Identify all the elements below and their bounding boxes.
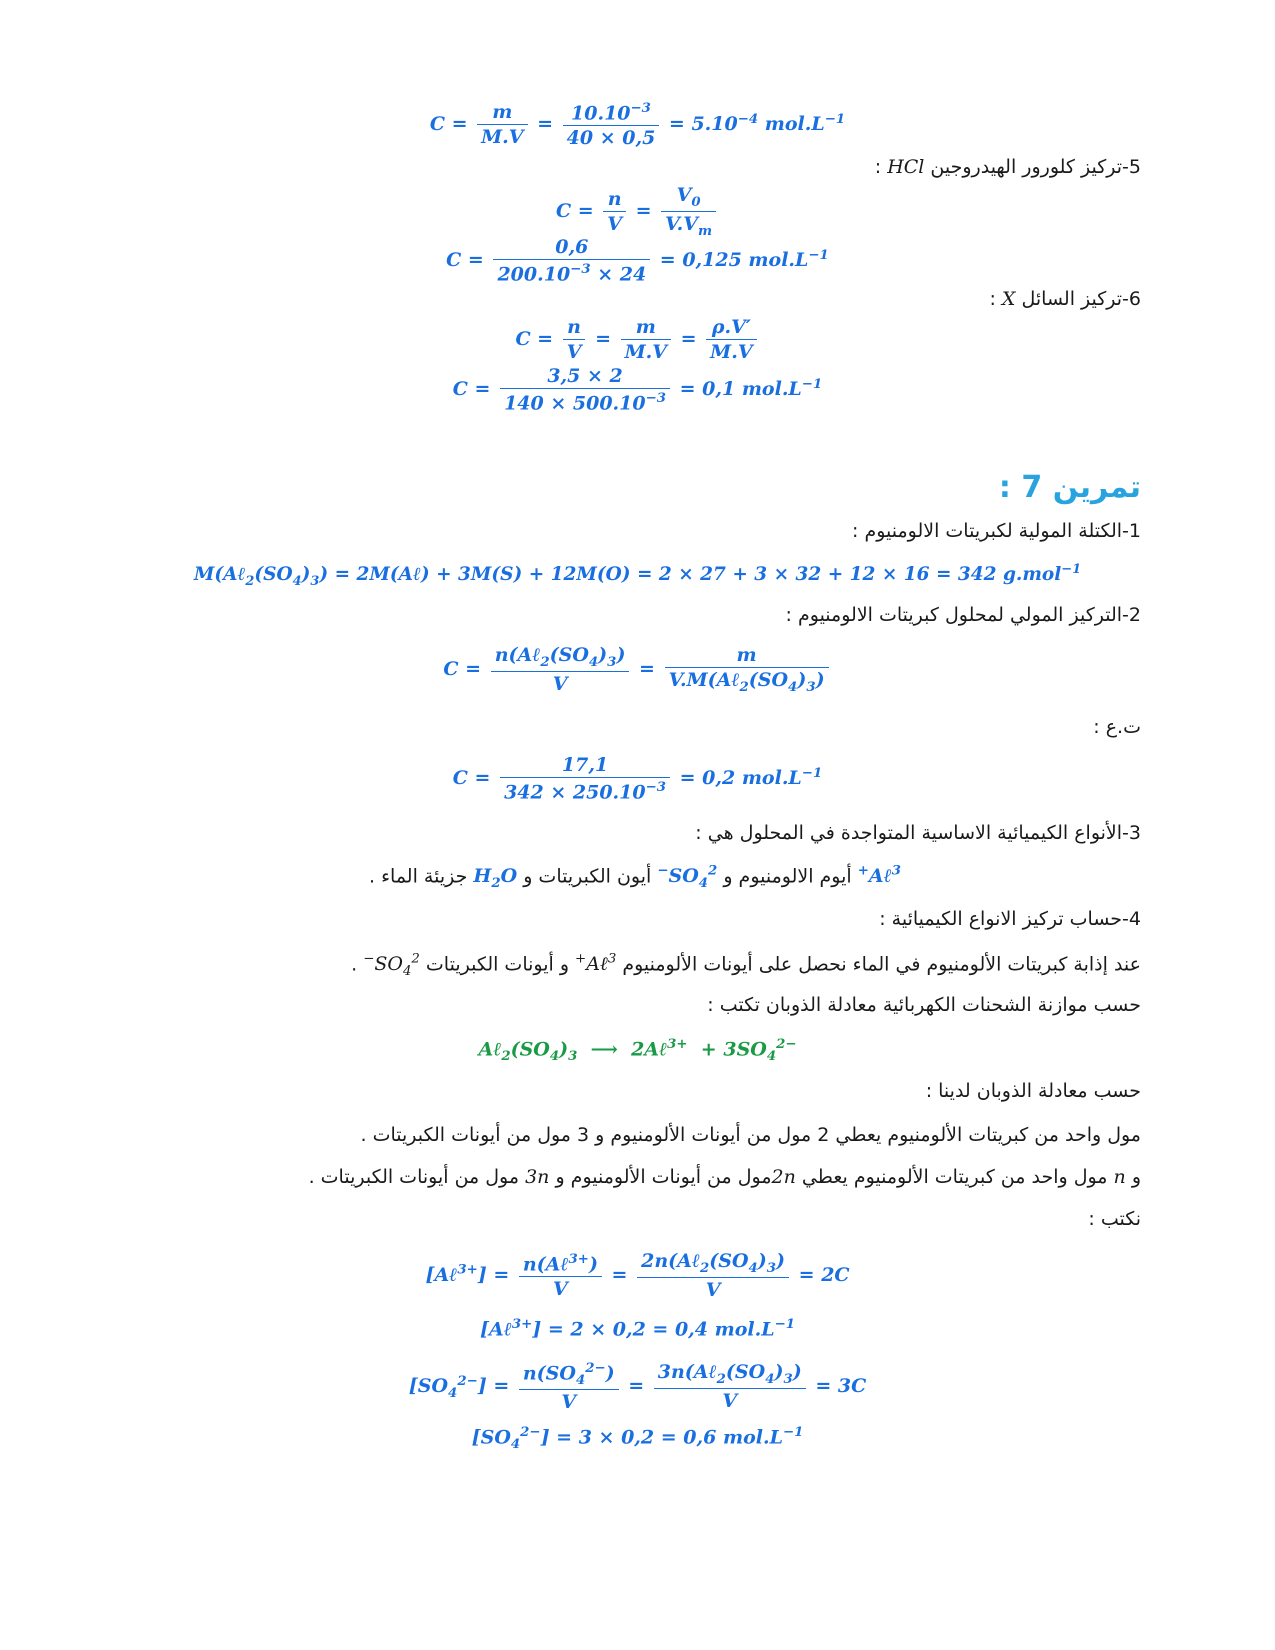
equation-liquid-concentration: C = $\frac{n}{V}$ = $\frac{m}{M.V}$ = $\frac{\rho.V'}{M.V}$ xyxy=(0,318,1275,362)
equation-al-concentration: [Aℓ$^{3+}$] = n(Aℓ$^{3+}$) V = $2n(A\ell_2(SO_4)_3)$ V = 2C xyxy=(425,1250,850,1302)
equation-concentration-mass: C = $\frac{m}{M.V}$ = $\frac{10.10^{-3}}{40 \times 0,5}$ = $5.10^{-4}$ $mol.L^{-1}$ xyxy=(429,101,846,150)
question-5: 5-تركيز كلورور الهيدروجين HCl : xyxy=(874,156,1141,178)
dissolution-equation: $A\ell_2(SO_4)_3$ ⟶ 2Aℓ$^{3+}$ + $3SO_4^{2-}$ xyxy=(478,1037,797,1065)
according-text: حسب معادلة الذوبان لدينا : xyxy=(925,1080,1141,1102)
equation-molar-concentration: C = $n(A\ell_2(SO_4)_3)$ V = m $V.M(A\ell_2(SO_4)_3)$ xyxy=(0,646,1275,694)
question-6: 6-تركيز السائل X : xyxy=(989,288,1141,310)
equation-molar-mass: $M(A\ell_2(SO_4)_3)$ = 2M(Aℓ) + 3M(S) + 12M(O) = 2 × 27 + 3 × 32 + 12 × 16 = 342 g.mol$^{-1}$ xyxy=(193,562,1082,589)
equation-concentration-value: C = $\frac{17,1}{342 \times 250.10^{-3}}$ = 0,2 $mol.L^{-1}$ xyxy=(452,754,823,804)
equation-al-value: [Aℓ$^{3+}$] = 2 × 0,2 = 0,4 $mol.L^{-1}$ xyxy=(479,1317,796,1341)
question-4: 4-حساب تركيز الانواع الكيميائية : xyxy=(879,908,1141,930)
mole-sentence: مول واحد من كبريتات الألومنيوم يعطي 2 مول من أيونات الألومنيوم و 3 مول من أيونات الكبريتات . xyxy=(360,1124,1141,1146)
equation-gas-concentration: C = $\frac{n}{V}$ = $\frac{V_0}{V.V_m}$ xyxy=(0,186,1275,238)
n-mole-sentence: و n مول واحد من كبريتات الألومنيوم يعطي 2nمول من أيونات الألومنيوم و 3n مول من أيونات الكبريتات . xyxy=(308,1166,1141,1188)
question-3: 3-الأنواع الكيميائية الاساسية المتواجدة في المحلول هي : xyxy=(695,822,1141,844)
equation-so4-value: $[SO_4^{2-}] = 3 \times 0,2 = 0,6$ $mol.L^{-1}$ xyxy=(471,1425,804,1453)
we-write-label: نكتب : xyxy=(1088,1208,1141,1230)
equation-liquid-value: C = $\frac{3,5 \times 2}{140 \times 500.10^{-3}}$ = 0,1 $mol.L^{-1}$ xyxy=(452,365,823,415)
equation-so4-concentration: $[SO_4^{2-}]$ = $\frac{n(SO_4^{2-})}{V}$ = $3n(A\ell_2(SO_4)_3)$ V = 3C xyxy=(408,1361,867,1414)
question-2: 2-التركيز المولي لمحلول كبريتات الالومنيوم : xyxy=(785,604,1141,626)
species-list: Aℓ$^{3+}$ أيوم الالومنيوم و $SO_4^{2-}$ أيون الكبريتات و $H_2O$ جزيئة الماء . xyxy=(369,864,901,892)
charge-balance-text: حسب موازنة الشحنات الكهربائية معادلة الذوبان تكتب : xyxy=(707,994,1141,1016)
exercise-title: تمرين 7 : xyxy=(998,470,1141,505)
equation-gas-value: C = $\frac{0,6}{200.10^{-3} \times 24}$ = 0,125 $mol.L^{-1}$ xyxy=(446,236,829,286)
question-1: 1-الكتلة المولية لكبريتات الالومنيوم : xyxy=(852,520,1141,542)
numeric-application-label: ت.ع : xyxy=(1093,716,1141,738)
dissolution-text: عند إذابة كبريتات الألومنيوم في الماء نحصل على أيونات الألومنيوم Aℓ$^{3+}$ و أيونات الكبريتات $SO_4^{2-}$ . xyxy=(351,952,1141,980)
